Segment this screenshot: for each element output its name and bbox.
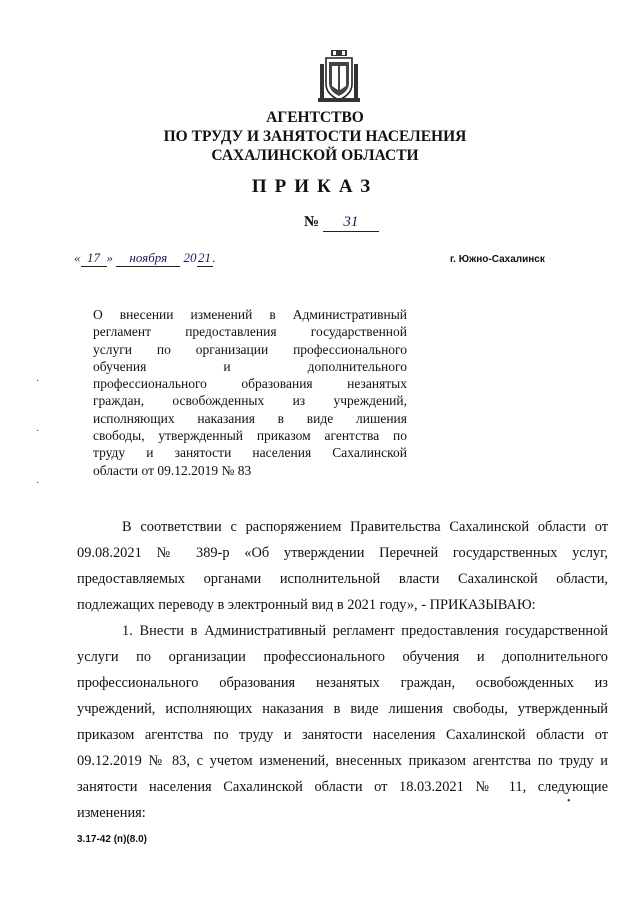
scan-speck: · [36, 376, 40, 387]
subject-line: услуги по организации профессионального [93, 341, 407, 357]
document-code: 3.17-42 (п)(8.0) [77, 834, 147, 845]
number-value: 31 [323, 214, 379, 232]
body-line: В соответствии с распоряжением Правительства Сахалинской области от [122, 519, 608, 535]
body-line: учреждений, исполняющих наказания в виде лишения свободы, утвержденный [77, 701, 608, 717]
scan-speck: · [36, 426, 40, 437]
body-line: изменения: [77, 805, 146, 821]
body-line: 09.12.2019 № 83, с учетом изменений, внесенных приказом агентства по труду и [77, 753, 608, 769]
document-type-title: ПРИКАЗ [251, 176, 379, 197]
body-line: 09.08.2021 № 389-р «Об утверждении Перечней государственных услуг, [77, 545, 608, 561]
body-line: занятости населения Сахалинской области от 18.03.2021 № 11, следующие [77, 779, 608, 795]
body-line: подлежащих переводу в электронный вид в 2021 году», - ПРИКАЗЫВАЮ: [77, 597, 536, 613]
subject-line: обучения и дополнительного [93, 358, 407, 374]
scan-speck: • [567, 796, 571, 807]
org-line-1: АГЕНТСТВО [266, 109, 364, 126]
org-line-2: ПО ТРУДУ И ЗАНЯТОСТИ НАСЕЛЕНИЯ [163, 128, 467, 145]
date-year-prefix: 20 [183, 250, 197, 265]
body-line: услуги по организации профессионального обучения и дополнительного [77, 649, 608, 665]
body-line: профессионального образования незанятых граждан, освобожденных из [77, 675, 608, 691]
subject-line: исполняющих наказания в виде лишения [93, 410, 407, 426]
subject-line: области от 09.12.2019 № 83 [93, 462, 252, 478]
subject-line: профессионального образования незанятых [93, 376, 407, 392]
order-number [304, 214, 379, 232]
subject-line: регламент предоставления государственной [93, 324, 407, 340]
body-line: предоставляемых органами исполнительной власти Сахалинской области, [77, 571, 608, 587]
order-subject [93, 306, 407, 479]
org-line-3: САХАЛИНСКОЙ ОБЛАСТИ [211, 147, 419, 164]
body-line: приказом агентства по труду и занятости населения Сахалинской области от [77, 727, 608, 743]
subject-line: свободы, утвержденный приказом агентства по [93, 428, 407, 444]
number-label: № [304, 214, 320, 230]
order-date: « 17 » ноября 20 21 . [74, 250, 216, 265]
date-month: ноября [116, 250, 180, 267]
body-line: 1. Внести в Административный регламент предоставления государственной [122, 623, 608, 639]
subject-line: О внесении изменений в Административный [93, 307, 407, 322]
date-year-suffix: 21 [198, 250, 211, 265]
scan-speck: · [36, 478, 40, 489]
date-day: 17 [81, 250, 107, 267]
subject-line: граждан, освобожденных из учреждений, [93, 393, 407, 409]
coat-of-arms-emblem [318, 50, 360, 104]
subject-line: труду и занятости населения Сахалинской [93, 445, 407, 461]
city-name: г. Южно-Сахалинск [450, 254, 545, 265]
order-body [77, 514, 608, 826]
organization-name [150, 108, 480, 165]
